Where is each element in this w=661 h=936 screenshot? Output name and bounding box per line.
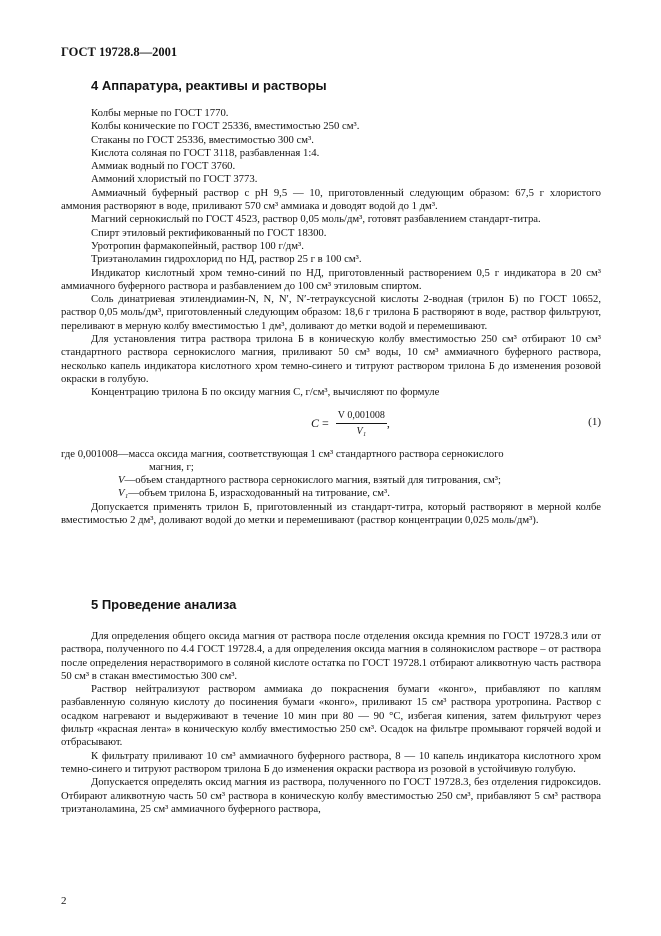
paragraph: Аммиачный буферный раствор с рН 9,5 — 10, приготовленный следующим образом: 67,5 г хлористого аммония растворяют в воде, приливают 570 см³ аммиака и доводят водой до 1 дм³. [61, 186, 601, 213]
list-item: Колбы конические по ГОСТ 25336, вместимостью 250 см³. [91, 120, 360, 133]
formula-denominator: V₁ [356, 425, 367, 437]
paragraph: Спирт этиловый ректификованный по ГОСТ 18300. [91, 226, 327, 239]
formula-expression [311, 409, 390, 439]
list-item: Аммоний хлористый по ГОСТ 3773. [91, 173, 258, 186]
paragraph: Уротропин фармакопейный, раствор 100 г/дм³. [91, 239, 304, 252]
legend-dash: — [124, 474, 136, 487]
formula-fraction [336, 409, 387, 439]
list-item: Кислота соляная по ГОСТ 3118, разбавленная 1:4. [91, 146, 320, 159]
list-item: Стаканы по ГОСТ 25336, вместимостью 300 см³. [91, 133, 314, 146]
section-4-body [61, 107, 601, 527]
legend-row [61, 487, 601, 500]
paragraph: Магний сернокислый по ГОСТ 4523, раствор 0,05 моль/дм³, готовят разбавлением стандарт-титра. [91, 213, 541, 226]
section-5-title: 5 Проведение анализа [91, 597, 237, 612]
paragraph: Соль динатриевая этилендиамин-N, N, N′, N′-тетрауксусной кислоты 2-водная (трилон Б) по ГОСТ 10652, раствор 0,05 моль/дм³, приготовленный следующим образом: 18,6 г трилона Б растворяют в воде, раствор фильтруют, переливают в мерную колбу вместимостью 1 дм³, доливают до метки водой и перемешивают. [61, 293, 601, 332]
formula-legend [61, 448, 601, 501]
formula-lhs: C [311, 415, 320, 430]
formula-1 [61, 406, 601, 440]
paragraph: Для определения общего оксида магния от раствора после отделения оксида кремния по ГОСТ 19728.3 или от раствора, полученного по 4.4 ГОСТ 19728.4, а для определения оксида магния в солянокислом растворе – от раствора после определения нерастворимого в соляной кислоте остатка по ГОСТ 19728.1 отбирают аликвотную часть раствора 50 см³ в стакан вместимостью 300 см³. [61, 630, 601, 682]
section-4-title: 4 Аппаратура, реактивы и растворы [91, 78, 327, 93]
paragraph: Допускается определять оксид магния из раствора, полученного по ГОСТ 19728.3, без отделения гидроксидов. Отбирают аликвотную часть 50 см³ раствора в коническую колбу вместимостью 250 см³, прибавляют 5 см³ раствора триэтаноламина, 25 см³ аммиачного буферного раствора, [61, 776, 601, 815]
legend-term: V₁ [118, 487, 129, 500]
formula-number: (1) [588, 415, 601, 428]
legend-dash: — [128, 487, 139, 500]
legend-desc: масса оксида магния, соответствующая 1 см³ стандартного раствора сернокислого [128, 447, 504, 460]
legend-term: где 0,001008 [61, 447, 118, 460]
paragraph: Концентрацию трилона Б по оксиду магния С, г/см³, вычисляют по формуле [91, 386, 440, 399]
formula-numerator: V 0,001008 [336, 409, 387, 424]
legend-row [61, 474, 601, 487]
section-5-body [61, 630, 601, 816]
page-number: 2 [61, 895, 67, 907]
legend-term: V [118, 474, 125, 487]
legend-desc: объем трилона Б, израсходованный на титрование, см³. [138, 487, 390, 500]
paragraph: К фильтрату приливают 10 см³ аммиачного буферного раствора, 8 — 10 капель индикатора кислотного хром темно-синего и титруют раствором трилона Б до изменения окраски раствора из розовой в устойчивую голубую. [61, 749, 601, 775]
paragraph: Индикатор кислотный хром темно-синий по НД, приготовленный растворением 0,5 г индикатора в 20 см³ аммиачного буферного раствора и разбавлением до 100 см³ этиловым спиртом. [61, 266, 601, 292]
document-code-header: ГОСТ 19728.8—2001 [61, 45, 178, 59]
legend-desc: объем стандартного раствора сернокислого магния, взятый для титрования, см³; [135, 474, 501, 487]
legend-cont: магния, г; [149, 460, 194, 473]
paragraph: Допускается применять трилон Б, приготовленный из стандарт-титра, который растворяют в мерной колбе вместимостью 2 дм³, доливают водой до метки и перемешивают (раствор концентрации 0,025 моль/дм³). [61, 500, 601, 527]
formula-tail: , [386, 415, 390, 430]
list-item: Колбы мерные по ГОСТ 1770. [91, 107, 229, 119]
paragraph: Триэтаноламин гидрохлорид по НД, раствор 25 г в 100 см³. [91, 253, 362, 266]
list-item: Аммиак водный по ГОСТ 3760. [91, 160, 236, 173]
legend-row [61, 448, 601, 461]
paragraph: Для установления титра раствора трилона Б в коническую колбу вместимостью 250 см³ отбирают 10 см³ стандартного раствора сернокислого магния, приливают 50 см³ воды, 10 см³ аммиачного буферного раствора, несколько капель индикатора кислотного хром темно-синего и титруют раствором трилона Б до изменения розовой окраски в голубую. [61, 333, 601, 385]
legend-dash: — [117, 447, 129, 460]
paragraph: Раствор нейтрализуют раствором аммиака до покраснения бумаги «конго», прибавляют по каплям разбавленную соляную кислоту до посинения бумаги «конго», приливают 15 см³ раствора уротропина. Раствор с осадком нагревают и выдерживают в течение 10 мин при 80 — 90 °С, избегая кипения, затем фильтруют через фильтр «красная лента» в коническую колбу вместимостью 250 см³. Осадок на фильтре промывают горячей водой и отбрасывают. [61, 683, 601, 749]
formula-equals: = [322, 415, 329, 430]
